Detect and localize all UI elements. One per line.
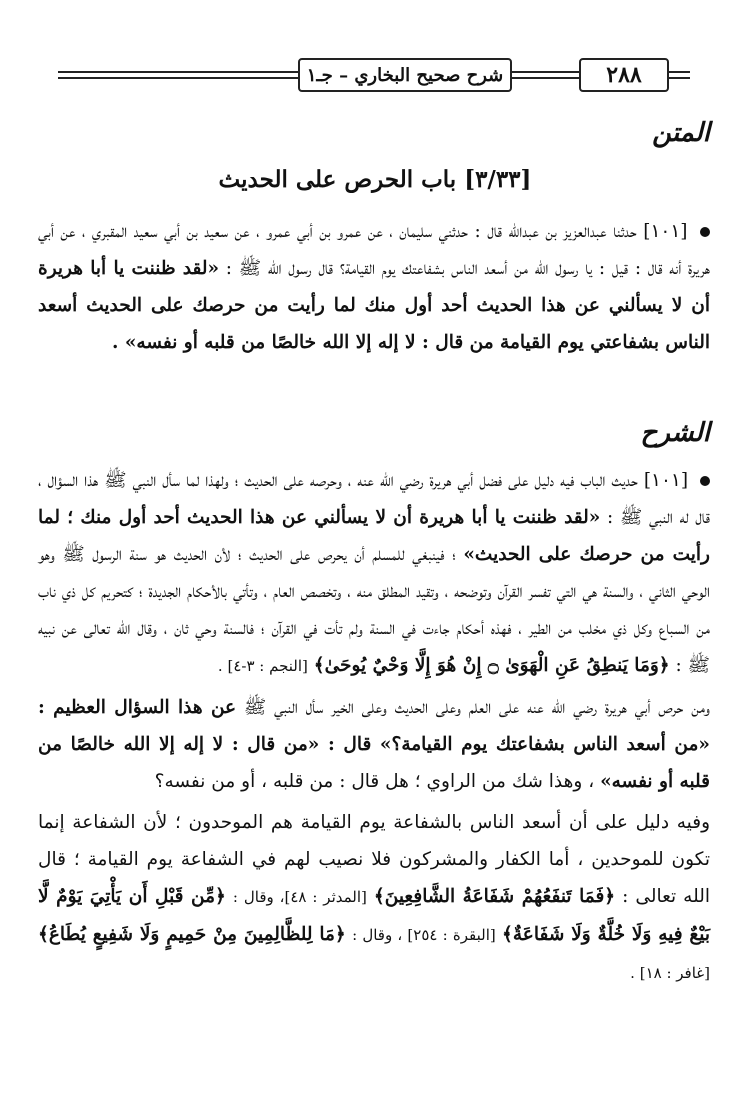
sharh-p1-quran: ﴿وَمَا يَنطِقُ عَنِ الْهَوَىٰ ۝ إِنْ هُوَ إِلَّا وَحْيٌ يُوحَىٰ﴾ [313, 655, 670, 676]
bullet-icon [700, 227, 710, 237]
sharh-text [38, 462, 710, 992]
book-title: شرح صحيح البخاري – جـ١ [298, 58, 512, 92]
sharh-p1-text-c: ؛ فينبغي للمسلم أن يحرص على الحديث ؛ لأن الحديث هو سنة الرسول ﷺ وهو الوحي الثاني ، والسنة هي التي تفسر القرآن وتوضحه ، وتقيد المطلق منه ، وتخصص العام ، وتأتي بالأحكام الجديدة ؛ كتحريم كل ذي ناب من السباع وكل ذي مخلب من الطير ، فهذه أحكام جاءت في السنة ولم تأت في القرآن ؛ فالسنة وحي ثان ، وقال الله تعالى عن نبيه ﷺ : [38, 544, 710, 676]
matn-number: [١٠١] [643, 221, 688, 242]
chapter-title: [٣/٣٣] باب الحرص على الحديث [218, 166, 532, 193]
sharh-p3-ref-2: [البقرة : ٢٥٤] ، وقال : [352, 926, 496, 944]
matn-paragraph [38, 213, 710, 361]
sharh-number: [١٠١] [643, 470, 689, 491]
sharh-p2-text-a: ومن حرص أبي هريرة رضي الله عنه على العلم وعلى الحديث وعلى الخير سأل النبي ﷺ [243, 697, 710, 718]
sharh-p3-quran-2: ﴿مِّن قَبْلِ أَن يَأْتِيَ يَوْمٌ لَّا بَيْعٌ فِيهِ وَلَا خُلَّةٌ وَلَا شَفَاعَةٌ﴾ [38, 886, 711, 945]
matn-text [38, 213, 710, 361]
sharh-p2-quote: عن هذا السؤال العظيم : «من أسعد الناس بشفاعتك يوم القيامة؟» قال : «من قال : لا إله إلا الله خالصًا من قلبه أو نفسه» [38, 697, 710, 792]
sharh-p3-quran-3: ﴿مَا لِلظَّالِمِينَ مِنْ حَمِيمٍ وَلَا شَفِيعٍ يُطَاعُ﴾ [38, 924, 346, 945]
sharh-p3-quran-1: ﴿فَمَا تَنفَعُهُمْ شَفَاعَةُ الشَّافِعِينَ﴾ [373, 886, 616, 907]
sharh-p3-ref-3: [غافر : ١٨] . [630, 964, 710, 982]
page-number: ٢٨٨ [579, 58, 669, 92]
sharh-paragraph-2 [38, 689, 710, 800]
running-header [58, 58, 690, 94]
sharh-paragraph-3 [38, 804, 710, 992]
sharh-p1-quote: «لقد ظننت يا أبا هريرة أن لا يسألني عن هذا الحديث أحد أول منك ؛ لما رأيت من حرصك على الحديث» [38, 507, 710, 565]
sharh-paragraph-1 [38, 462, 710, 685]
matn-label: المتن [652, 118, 710, 148]
matn-isnad: حدثنا عبدالعزيز بن عبدالله قال : حدثني سليمان ، عن عمرو بن أبي عمرو ، عن سعيد بن أبي سعيد المقبري ، عن أبي هريرة أنه قال : قيل : يا رسول الله من أسعد الناس بشفاعتك يوم القيامة؟ قال رسول الله ﷺ : [38, 221, 710, 279]
bullet-icon [700, 476, 710, 486]
sharh-p1-ref: [النجم : ٣-٤] . [217, 657, 308, 675]
matn-hadith: «لقد ظننت يا أبا هريرة أن لا يسألني عن هذا الحديث أحد أول منك لما رأيت من حرصك على الحديث أسعد الناس بشفاعتي يوم القيامة من قال : لا إله إلا الله خالصًا من قلبه أو نفسه» . [38, 258, 710, 353]
sharh-p2-text-c: ، وهذا شك من الراوي ؛ هل قال : من قلبه ، أو من نفسه؟ [154, 771, 595, 792]
sharh-p1-text-a: حديث الباب فيه دليل على فضل أبي هريرة رضي الله عنه ، وحرصه على الحديث ؛ ولهذا لما سأل النبي ﷺ هذا السؤال ، قال له النبي ﷺ : [38, 470, 710, 528]
sharh-p3-ref-1: [المدثر : ٤٨]، وقال : [232, 888, 367, 906]
sharh-label: الشرح [640, 418, 710, 448]
sharh-p3-text-a: وفيه دليل على أن أسعد الناس بالشفاعة يوم القيامة هم الموحدون ؛ لأن الشفاعة إنما تكون للموحدين ، أما الكفار والمشركون فلا نصيب لهم في الشفاعة يوم القيامة ؛ قال الله تعالى : [38, 812, 710, 907]
